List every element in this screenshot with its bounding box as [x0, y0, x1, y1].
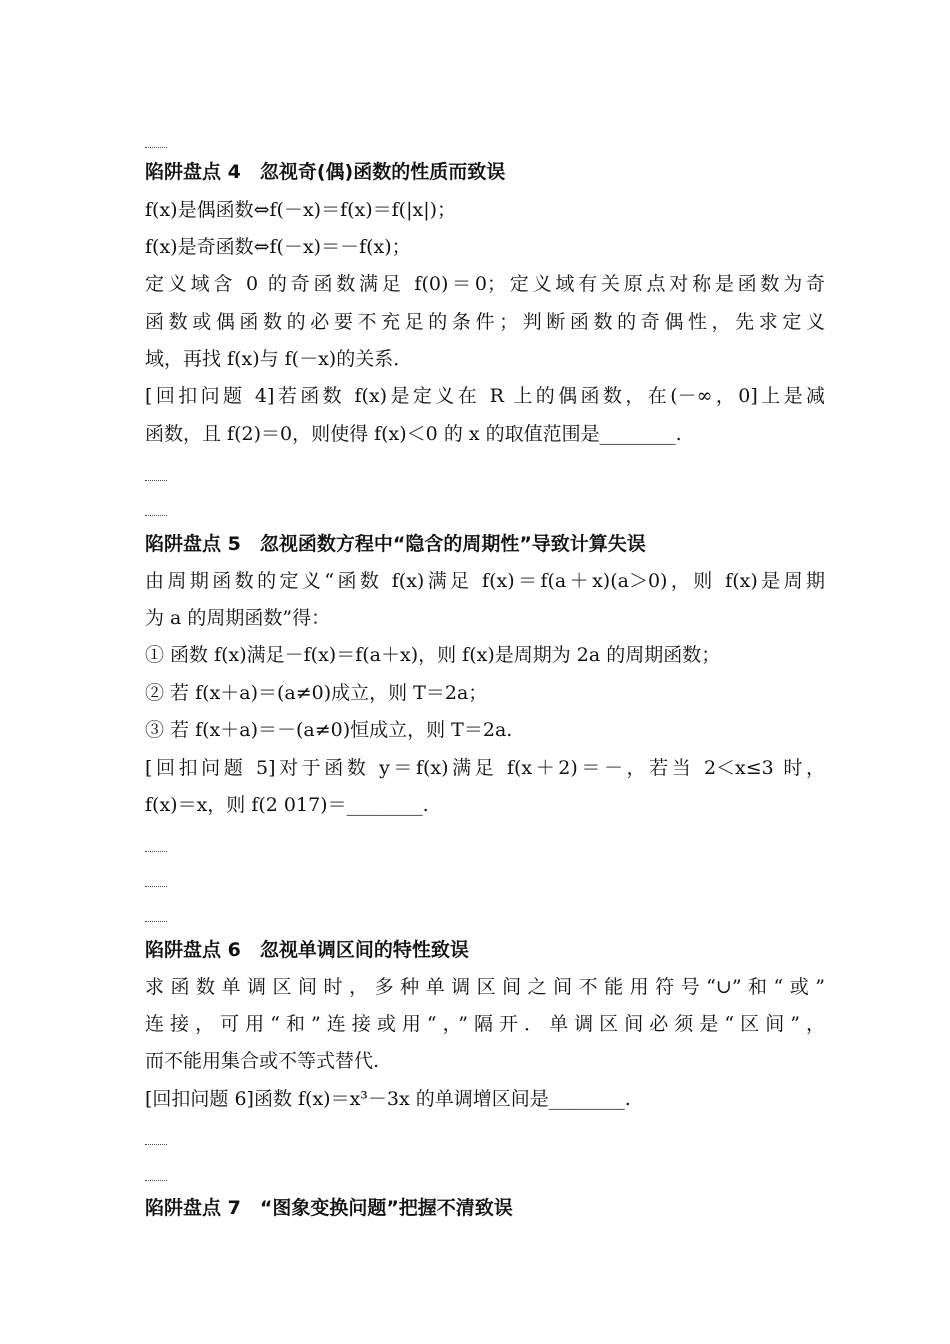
- section-heading: 陷阱盘点 4 忽视奇(偶)函数的性质而致误: [145, 161, 506, 183]
- question-line: 函数，且 f(2)＝0，则使得 f(x)＜0 的 x 的取值范围是________.: [145, 423, 682, 445]
- question-line: f(x)＝x，则 f(2 017)＝________.: [145, 794, 429, 816]
- text-line: 定义域含 0 的奇函数满足 f(0)＝0；定义域有关原点对称是函数为奇: [145, 273, 825, 295]
- question-line: [回扣问题 5]对于函数 y＝f(x)满足 f(x＋2)＝－，若当 2＜x≤3 时，: [145, 757, 825, 779]
- section-heading: 陷阱盘点 5 忽视函数方程中“隐含的周期性”导致计算失误: [145, 533, 646, 555]
- list-item: ③ 若 f(x＋a)＝－(a≠0)恒成立，则 T＝2a.: [145, 719, 513, 741]
- text-line: 而不能用集合或不等式替代.: [145, 1050, 380, 1072]
- question-line: [回扣问题 4]若函数 f(x)是定义在 R 上的偶函数，在(－∞，0]上是减: [145, 385, 825, 407]
- text-line: 域，再找 f(x)与 f(－x)的关系．: [145, 348, 413, 370]
- section-heading: 陷阱盘点 7 “图象变换问题”把握不清致误: [145, 1197, 513, 1219]
- section-separator: [145, 886, 167, 887]
- section-separator: [145, 515, 167, 516]
- text-line: f(x)是偶函数⇔f(－x)＝f(x)＝f(|x|)；: [145, 199, 457, 221]
- text-line: f(x)是奇函数⇔f(－x)＝－f(x)；: [145, 236, 411, 258]
- text-line: 由周期函数的定义“函数 f(x)满足 f(x)＝f(a＋x)(a＞0)，则 f(x)是周期: [145, 570, 825, 592]
- section-separator: [145, 480, 167, 481]
- list-item: ① 函数 f(x)满足－f(x)＝f(a＋x)，则 f(x)是周期为 2a 的周期函数；: [145, 644, 721, 666]
- text-line: 求函数单调区间时，多种单调区间之间不能用符号“∪”和“或”: [145, 976, 825, 998]
- section-separator: [145, 1144, 167, 1145]
- section-separator: [145, 147, 167, 148]
- section-separator: [145, 1180, 167, 1181]
- section-separator: [145, 851, 167, 852]
- list-item: ② 若 f(x＋a)＝(a≠0)成立，则 T＝2a；: [145, 682, 488, 704]
- text-line: 连接，可用“和”连接或用“，”隔开．单调区间必须是“区间”，: [145, 1013, 825, 1035]
- question-line: [回扣问题 6]函数 f(x)＝x³－3x 的单调增区间是________.: [145, 1088, 631, 1110]
- text-line: 为 a 的周期函数”得：: [145, 607, 331, 629]
- section-separator: [145, 921, 167, 922]
- text-line: 函数或偶函数的必要不充足的条件；判断函数的奇偶性，先求定义: [145, 311, 825, 333]
- section-heading: 陷阱盘点 6 忽视单调区间的特性致误: [145, 939, 469, 961]
